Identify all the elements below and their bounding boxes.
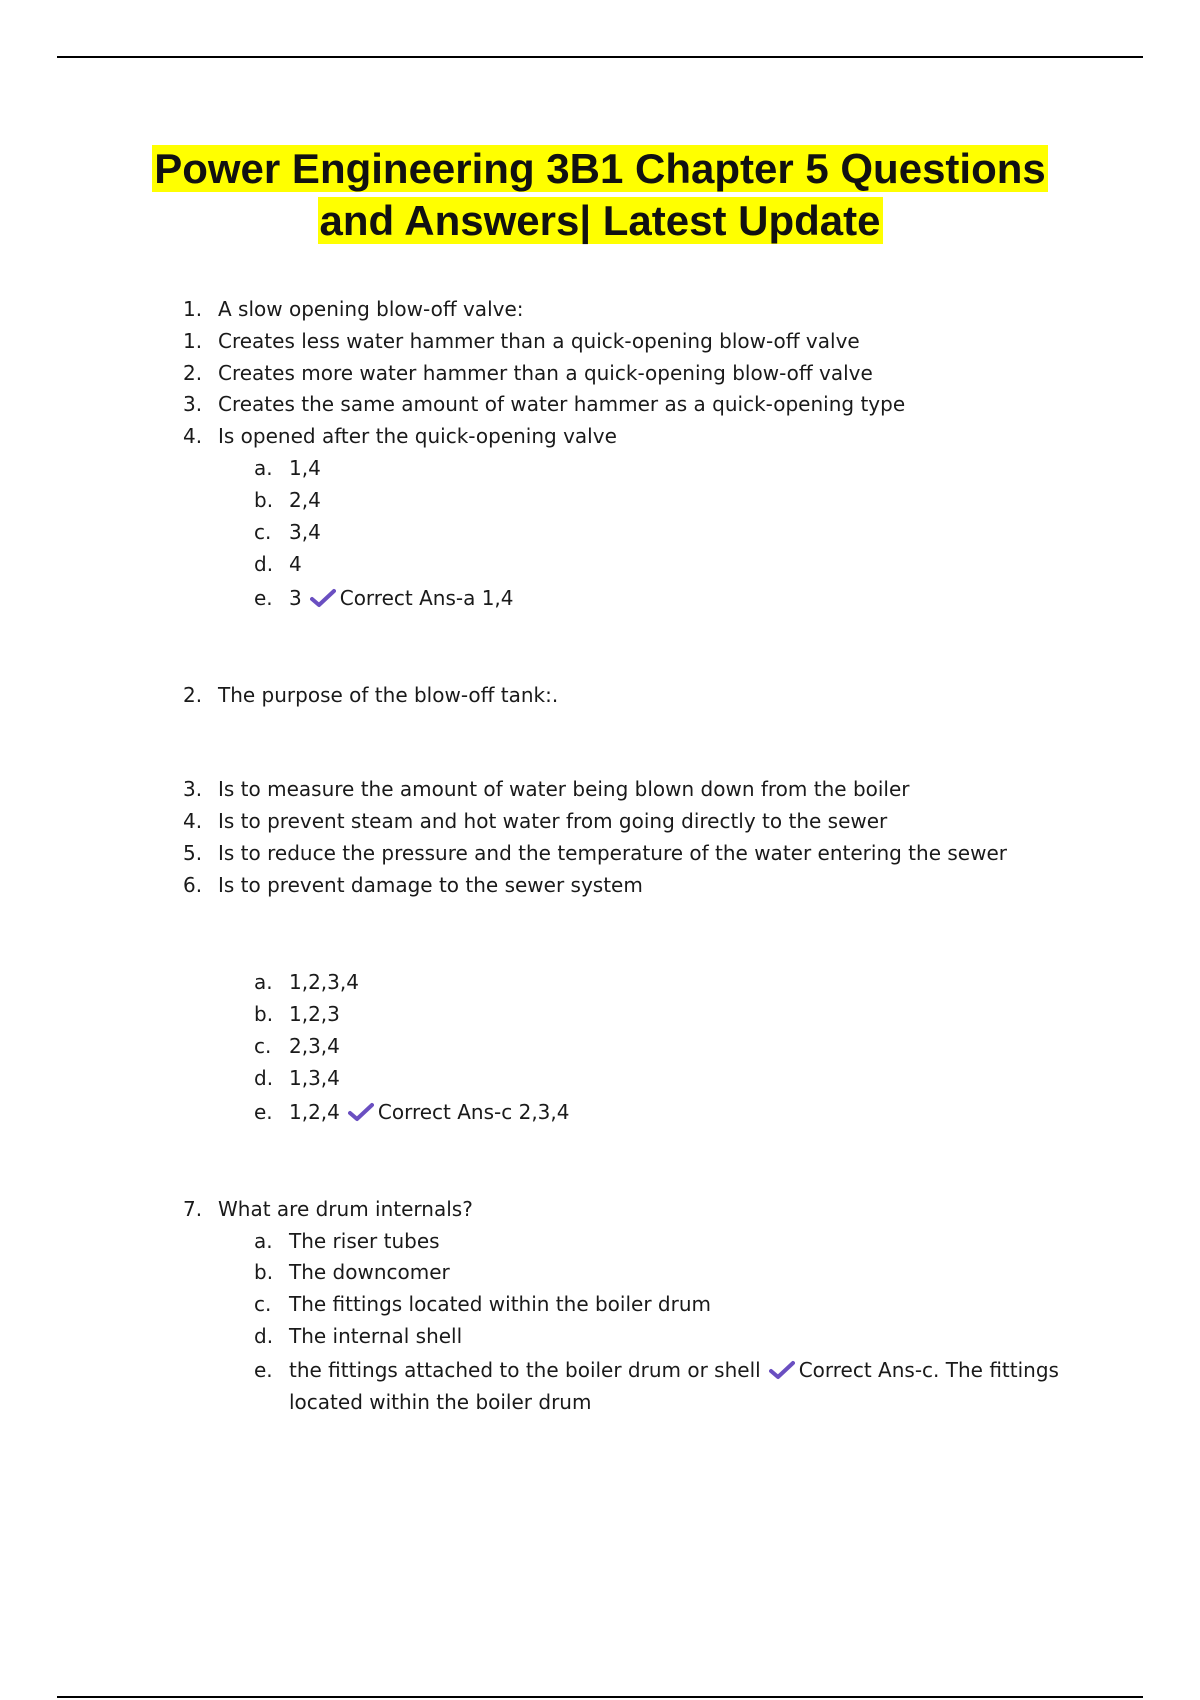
answer-text-continued: located within the boiler drum [289,1390,592,1414]
question-text: The purpose of the blow-off tank:. [218,683,559,707]
option-letter: d. [254,552,274,576]
statement-text: Creates less water hammer than a quick-opening blow-off valve [218,329,860,353]
header-rule [57,56,1143,58]
option-text: 1,2,3,4 [289,970,359,994]
question-text: What are drum internals? [218,1197,473,1221]
option-value: 1,2,4 [289,1100,340,1124]
question-number: 7. [183,1197,203,1221]
statement-number: 1. [183,329,203,353]
option-letter: c. [254,1034,272,1058]
statement-number: 5. [183,841,203,865]
answer-text: Correct Ans-c. The fittings [798,1358,1059,1382]
page-title [0,143,1200,247]
option-letter: e. [254,1358,273,1382]
option-text [289,585,514,611]
option-text [289,1099,569,1125]
option-text: 2,4 [289,488,321,512]
option-text: 2,3,4 [289,1034,340,1058]
statement-number: 3. [183,777,203,801]
question-text: A slow opening blow-off valve: [218,297,524,321]
option-text: The internal shell [289,1324,463,1348]
option-text: 1,3,4 [289,1066,340,1090]
statement-text: Is to measure the amount of water being blown down from the boiler [218,777,910,801]
option-letter: b. [254,1260,274,1284]
statement-text: Creates the same amount of water hammer as a quick-opening type [218,392,906,416]
statement-text: Is to prevent steam and hot water from going directly to the sewer [218,809,888,833]
option-letter: c. [254,520,272,544]
question-number: 1. [183,297,203,321]
option-letter: b. [254,488,274,512]
option-letter: a. [254,1229,273,1253]
option-value: 3 [289,586,302,610]
statement-number: 4. [183,424,203,448]
option-text [289,1357,1059,1383]
footer-rule [57,1696,1143,1698]
question-number: 2. [183,683,203,707]
statement-number: 6. [183,873,203,897]
option-text: 4 [289,552,302,576]
answer-text: Correct Ans-a 1,4 [339,586,514,610]
title-line-1: Power Engineering 3B1 Chapter 5 Questions [154,145,1046,192]
statement-text: Is opened after the quick-opening valve [218,424,617,448]
checkmark-icon [310,588,336,608]
statement-text: Creates more water hammer than a quick-opening blow-off valve [218,361,873,385]
title-line-2: and Answers| Latest Update [319,197,881,244]
option-text: The fittings located within the boiler drum [289,1292,711,1316]
option-letter: c. [254,1292,272,1316]
statement-text: Is to prevent damage to the sewer system [218,873,643,897]
option-text: 1,4 [289,456,321,480]
option-letter: d. [254,1324,274,1348]
option-letter: a. [254,970,273,994]
option-letter: a. [254,456,273,480]
answer-text: Correct Ans-c 2,3,4 [377,1100,570,1124]
checkmark-icon [348,1102,374,1122]
statement-number: 2. [183,361,203,385]
option-letter: e. [254,1100,273,1124]
statement-number: 3. [183,392,203,416]
option-letter: d. [254,1066,274,1090]
option-text: The downcomer [289,1260,450,1284]
option-text: 1,2,3 [289,1002,340,1026]
statement-number: 4. [183,809,203,833]
option-letter: e. [254,586,273,610]
option-text: The riser tubes [289,1229,440,1253]
option-text: 3,4 [289,520,321,544]
option-letter: b. [254,1002,274,1026]
option-value: the fittings attached to the boiler drum or shell [289,1358,761,1382]
checkmark-icon [769,1360,795,1380]
statement-text: Is to reduce the pressure and the temperature of the water entering the sewer [218,841,1007,865]
